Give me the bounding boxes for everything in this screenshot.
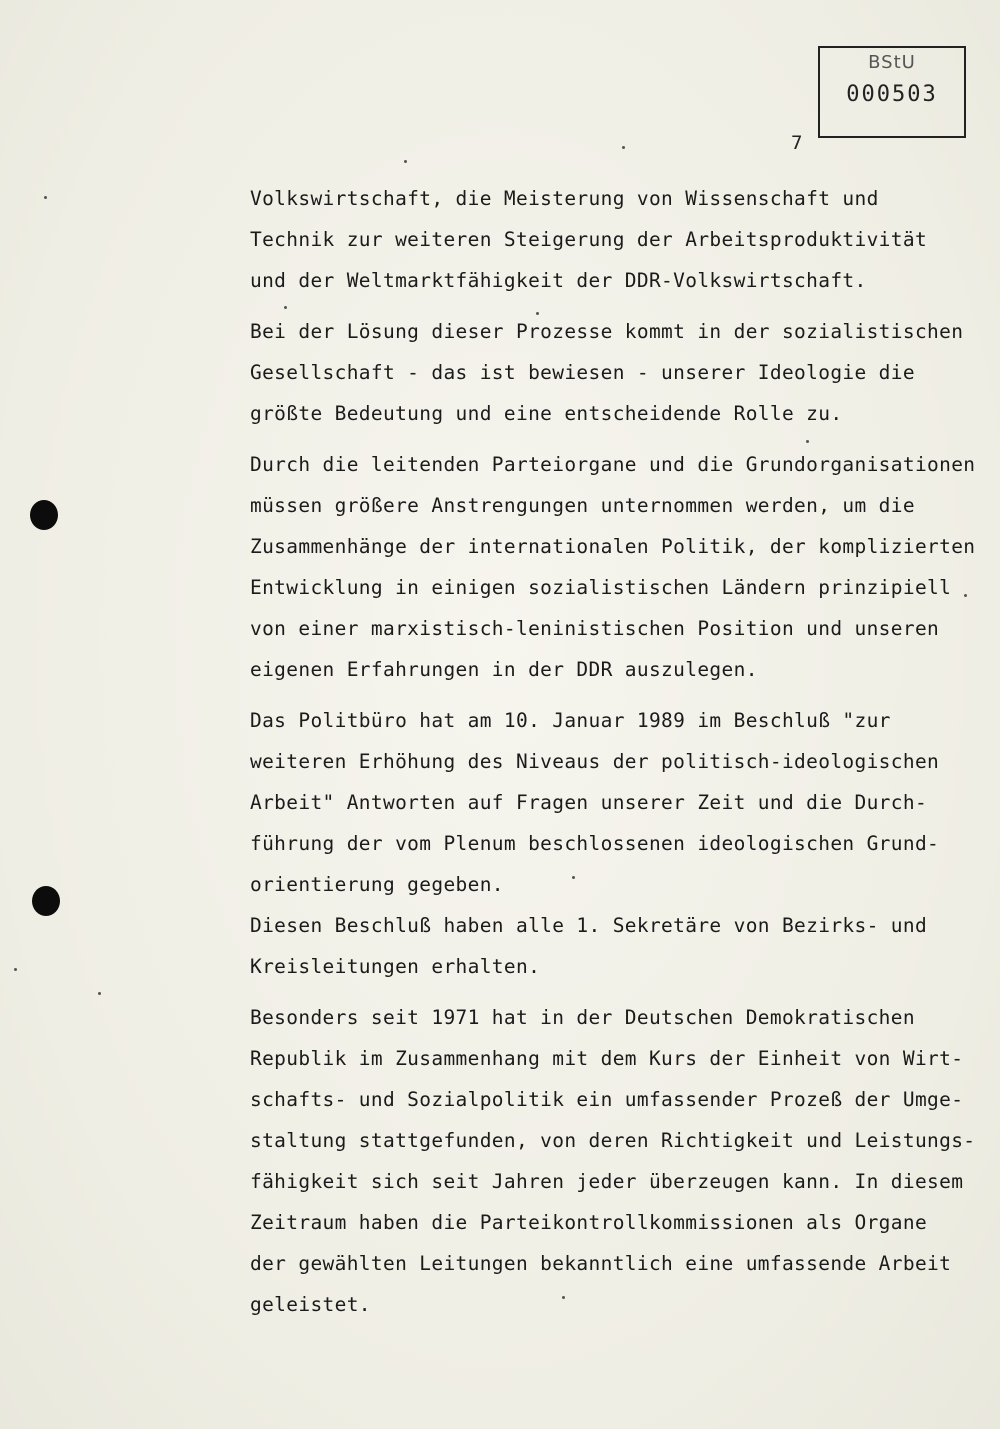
text-line: größte Bedeutung und eine entscheidende Rolle zu. [250,402,843,425]
scan-speck [44,196,47,199]
body-text [250,178,976,1325]
text-line: Das Politbüro hat am 10. Januar 1989 im Beschluß "zur [250,709,891,732]
text-line: und der Weltmarktfähigkeit der DDR-Volkswirtschaft. [250,269,867,292]
scan-speck [14,968,17,971]
text-line: müssen größere Anstrengungen unternommen werden, um die [250,494,915,517]
text-line: Entwicklung in einigen sozialistischen Ländern prinzipiell [250,576,952,599]
stamp-number: 000503 [846,82,938,107]
text-line: staltung stattgefunden, von deren Richtigkeit und Leistungs- [250,1129,976,1152]
text-line: Technik zur weiteren Steigerung der Arbeitsproduktivität [250,228,928,251]
text-line: Volkswirtschaft, die Meisterung von Wissenschaft und [250,187,879,210]
text-line: Kreisleitungen erhalten. [250,955,541,978]
text-line: Zeitraum haben die Parteikontrollkommissionen als Organe [250,1211,928,1234]
text-line: geleistet. [250,1293,371,1316]
stamp-label: BStU [868,52,916,73]
paragraph [250,178,970,301]
text-line: Diesen Beschluß haben alle 1. Sekretäre von Bezirks- und [250,914,928,937]
punch-hole [30,500,58,530]
scan-speck [404,160,407,163]
text-line: Bei der Lösung dieser Prozesse kommt in der sozialistischen [250,320,964,343]
paragraph [250,444,976,690]
paragraph [250,997,976,1325]
text-line: fähigkeit sich seit Jahren jeder überzeugen kann. In diesem [250,1170,964,1193]
text-line: schafts- und Sozialpolitik ein umfassender Prozeß der Umge- [250,1088,964,1111]
text-line: führung der vom Plenum beschlossenen ideologischen Grund- [250,832,940,855]
paragraph [250,311,970,434]
punch-hole [32,886,60,916]
text-line: Durch die leitenden Parteiorgane und die Grundorganisationen [250,453,976,476]
scan-speck [622,146,625,149]
archive-stamp [818,46,966,138]
scan-speck [98,992,101,995]
text-line: der gewählten Leitungen bekanntlich eine umfassende Arbeit [250,1252,952,1275]
text-line: Republik im Zusammenhang mit dem Kurs der Einheit von Wirt- [250,1047,964,1070]
text-line: weiteren Erhöhung des Niveaus der politisch-ideologischen [250,750,940,773]
text-line: orientierung gegeben. [250,873,504,896]
text-line: Gesellschaft - das ist bewiesen - unserer Ideologie die [250,361,915,384]
text-line: von einer marxistisch-leninistischen Position und unseren [250,617,940,640]
page-number: 7 [791,132,803,154]
text-line: Besonders seit 1971 hat in der Deutschen Demokratischen [250,1006,915,1029]
paragraph [250,700,970,987]
text-line: Arbeit" Antworten auf Fragen unserer Zeit und die Durch- [250,791,928,814]
text-line: Zusammenhänge der internationalen Politik, der komplizierten [250,535,976,558]
text-line: eigenen Erfahrungen in der DDR auszulegen. [250,658,758,681]
